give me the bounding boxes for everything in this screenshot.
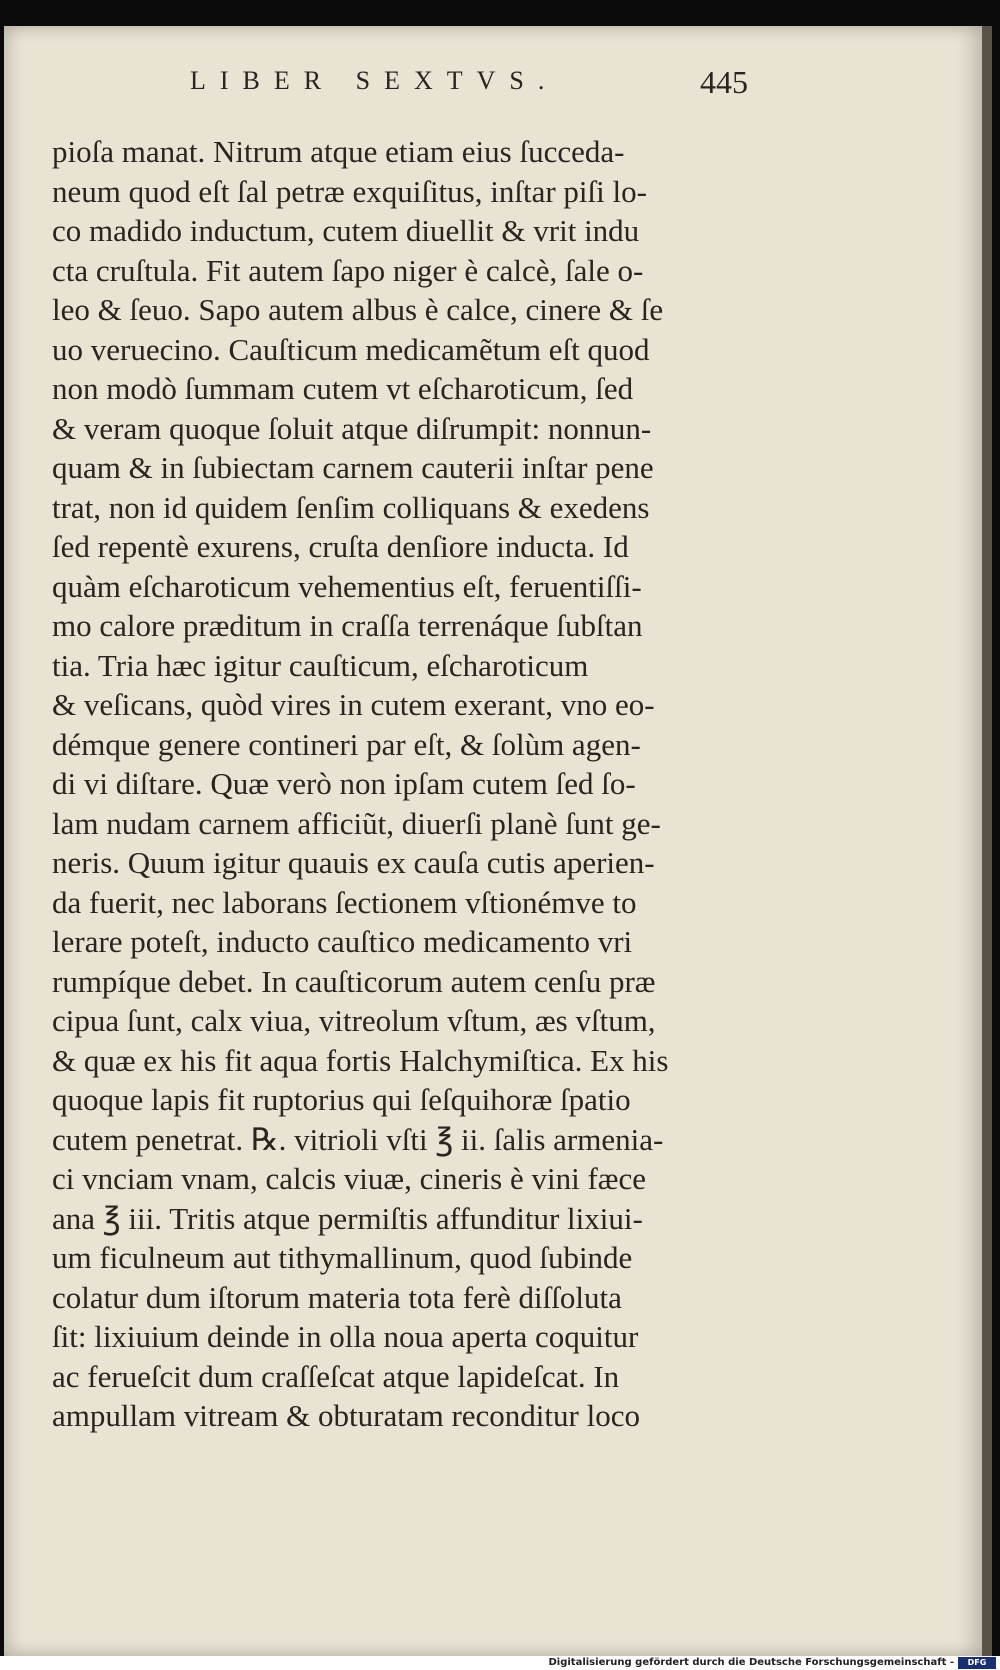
text-line: démque genere contineri par eſt, & ſolùm agen- xyxy=(52,726,641,762)
text-line: quam & in ſubiectam carnem cauterii inſtar pene xyxy=(52,450,654,485)
text-line: & veſicans, quòd vires in cutem exerant, vno eo- xyxy=(52,687,655,722)
page-number: 445 xyxy=(700,64,748,100)
text-line: di vi diſtare. Quæ verò non ipſam cutem ſed ſo- xyxy=(52,766,636,801)
text-line: neris. Quum igitur quauis ex cauſa cutis aperien- xyxy=(52,845,655,880)
text-line: cutem penetrat. ℞. vitrioli vſti ℥ ii. ſalis armenia- xyxy=(52,1121,664,1157)
text-line: lerare poteſt, inducto cauſtico medicamento vri xyxy=(52,924,633,959)
text-line: cta cruſtula. Fit autem ſapo niger è calcè, ſale o- xyxy=(52,252,644,288)
text-line: quàm eſcharoticum vehementius eſt, feruentiſſi- xyxy=(52,568,642,604)
text-line: colatur dum iſtorum materia tota ferè diſſoluta xyxy=(52,1279,622,1315)
text-line: uo veruecino. Cauſticum medicamẽtum eſt quod xyxy=(52,331,650,367)
text-line: um ficulneum aut tithymallinum, quod ſubinde xyxy=(52,1240,633,1275)
text-line: ſit: lixiuium deinde in olla noua aperta coquitur xyxy=(52,1319,639,1354)
text-line: trat, non id quidem ſenſim colliquans & exedens xyxy=(52,489,650,525)
text-line: non modò ſummam cutem vt eſcharoticum, ſed xyxy=(52,371,634,406)
text-line: quoque lapis fit ruptorius qui ſeſquihoræ ſpatio xyxy=(52,1082,631,1117)
text-line: ci vnciam vnam, calcis viuæ, cineris è vini fæce xyxy=(52,1161,646,1196)
text-line: lam nudam carnem afficiũt, diuerſi planè ſunt ge- xyxy=(52,805,661,841)
text-line: co madido inductum, cutem diuellit & vrit indu xyxy=(52,213,640,248)
running-head xyxy=(0,66,1000,106)
text-line: rumpíque debet. In cauſticorum autem cenſu præ xyxy=(52,963,656,999)
page-edge-shadow xyxy=(982,26,992,1656)
footer-bar xyxy=(0,1656,1000,1670)
running-head-title: LIBER SEXTVS. xyxy=(190,66,559,95)
text-line: neum quod eſt ſal petræ exquiſitus, inſtar piſi lo- xyxy=(52,173,647,209)
funding-credit: Digitalisierung gefördert durch die Deutsche Forschungsgemeinschaft - xyxy=(548,1657,954,1668)
text-line: cipua ſunt, calx viua, vitreolum vſtum, æs vſtum, xyxy=(52,1003,656,1038)
text-line: & quæ ex his fit aqua fortis Halchymiſtica. Ex his xyxy=(52,1042,669,1078)
text-line: da fuerit, nec laborans ſectionem vſtionémve to xyxy=(52,884,637,920)
text-line: leo & ſeuo. Sapo autem albus è calce, cinere & ſe xyxy=(52,292,664,327)
text-line: mo calore præditum in craſſa terrenáque ſubſtan xyxy=(52,608,643,643)
body-text xyxy=(52,132,792,1436)
text-line: ampullam vitream & obturatam reconditur loco xyxy=(52,1398,640,1433)
text-line: ac ferueſcit dum craſſeſcat atque lapideſcat. In xyxy=(52,1358,620,1394)
text-line: ana ℥ iii. Tritis atque permiſtis affunditur lixiui- xyxy=(52,1200,643,1236)
text-line: tia. Tria hæc igitur cauſticum, eſcharoticum xyxy=(52,647,589,683)
dfg-logo: DFG xyxy=(958,1657,996,1669)
text-line: ſed repentè exurens, cruſta denſiore inducta. Id xyxy=(52,529,629,564)
text-line: pioſa manat. Nitrum atque etiam eius ſucceda- xyxy=(52,134,625,169)
text-line: & veram quoque ſoluit atque diſrumpit: nonnun- xyxy=(52,410,652,446)
